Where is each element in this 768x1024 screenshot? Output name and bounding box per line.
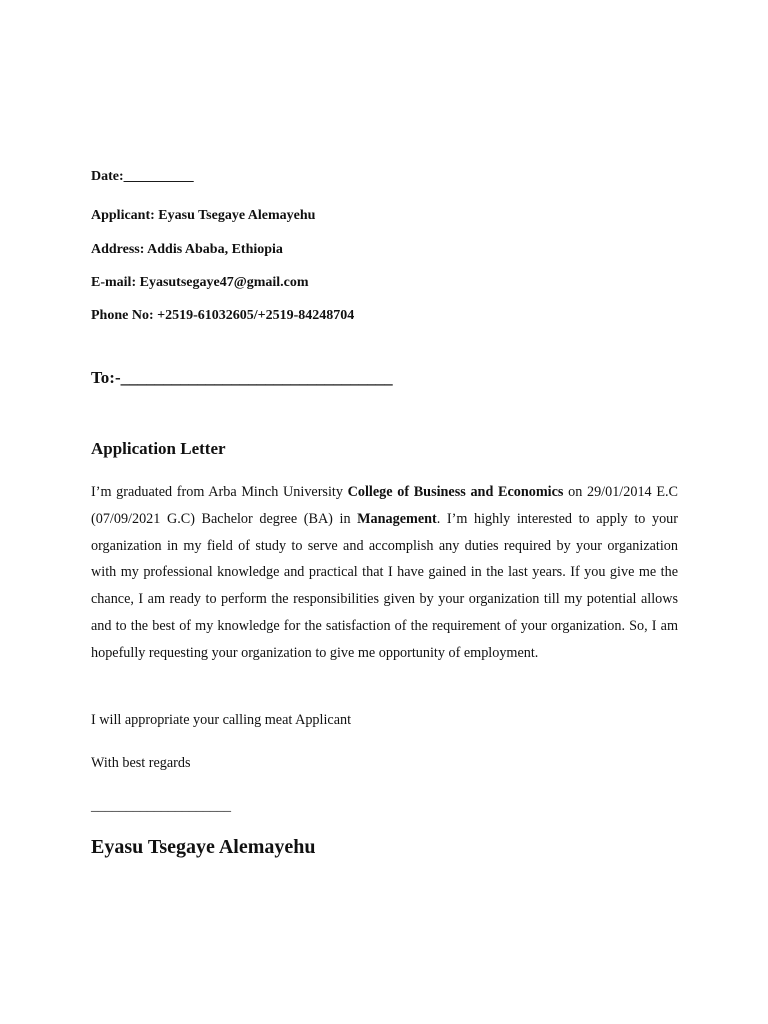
- applicant-phone: Phone No: +2519-61032605/+2519-84248704: [91, 308, 355, 323]
- signature-name: Eyasu Tsegaye Alemayehu: [91, 836, 316, 858]
- body-text-part: I’m graduated from Arba Minch University: [91, 484, 348, 500]
- college-name: College of Business and Economics: [347, 484, 564, 500]
- signature-line: ____________________: [91, 799, 231, 814]
- applicant-email: E-mail: Eyasutsegaye47@gmail.com: [91, 275, 309, 290]
- applicant-name: Applicant: Eyasu Tsegaye Alemayehu: [91, 208, 316, 223]
- body-text-part: on 29/01/2014 E.C (07/09/2021 G.C) Bachelor degree (BA) in: [91, 484, 678, 527]
- letter-body: [91, 479, 678, 667]
- applicant-address: Address: Addis Ababa, Ethiopia: [91, 242, 283, 257]
- body-text-part: . I’m highly interested to apply to your organization in my field of study to serve and accomplish any duties required by your organization with my professional knowledge and practical that I have gained in the last years. If you give me the chance, I am ready to perform the responsibilities given by your organization till my potential allows and to the best of my knowledge for the satisfaction of the requirement of your organization. So, I am hopefully requesting your organization to give me opportunity of employment.: [91, 510, 678, 661]
- field-of-study: Management: [357, 510, 437, 527]
- regards-line: With best regards: [91, 755, 191, 771]
- letter-title: Application Letter: [91, 439, 226, 458]
- date-field: Date:__________: [91, 169, 194, 184]
- closing-line: I will appropriate your calling meat Applicant: [91, 712, 352, 728]
- recipient-line: To:-________________________________: [91, 368, 393, 387]
